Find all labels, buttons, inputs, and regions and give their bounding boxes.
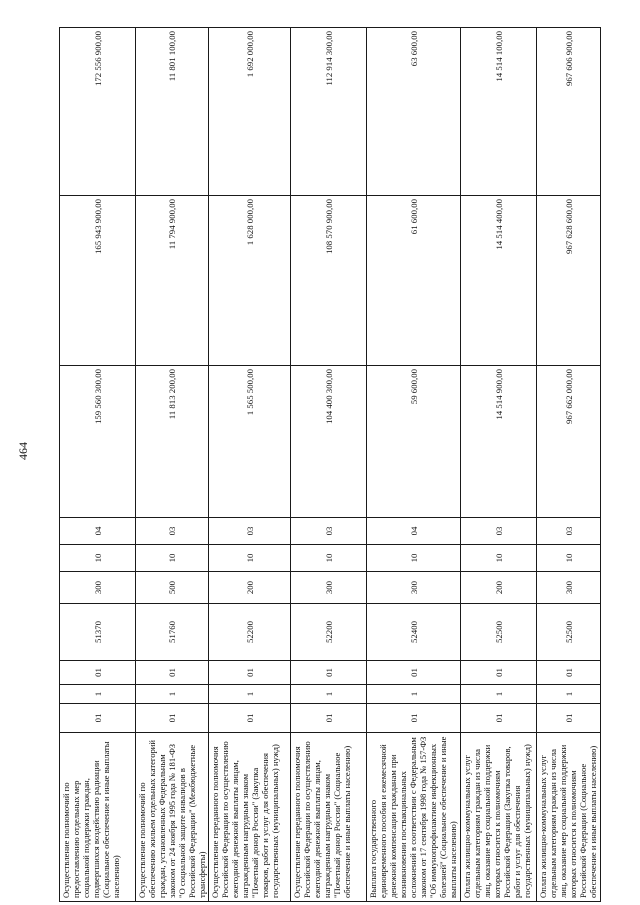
table-row — [209, 28, 291, 902]
subprogram-code: 1 — [537, 685, 601, 704]
amount-year-2: 1 628 000,00 — [209, 196, 291, 366]
amount-year-2: 967 628 600,00 — [537, 196, 601, 366]
direction-code: 52500 — [461, 604, 537, 661]
direction-code: 52200 — [209, 604, 291, 661]
program-code: 01 — [537, 704, 601, 733]
expense-type-code: 300 — [367, 572, 461, 604]
program-code: 01 — [291, 704, 367, 733]
event-code: 01 — [209, 661, 291, 685]
expense-type-code: 200 — [209, 572, 291, 604]
direction-code: 52500 — [537, 604, 601, 661]
event-code: 01 — [136, 661, 209, 685]
amount-year-1: 967 662 000,00 — [537, 366, 601, 518]
amount-year-3: 14 514 100,00 — [461, 28, 537, 196]
amount-year-3: 1 692 000,00 — [209, 28, 291, 196]
amount-year-2: 14 514 400,00 — [461, 196, 537, 366]
direction-code: 51760 — [136, 604, 209, 661]
program-code: 01 — [461, 704, 537, 733]
expense-name: Выплата государственного единовременного пособия и ежемесячной денежной компенсации гражданам при возникновении поствакцинальных осложнений в соответствии с Федеральным законом от 17 сентября 1998 года № 157-ФЗ "Об иммунопрофилактике инфекционных болезней" (Социальное обеспечение и иные выплаты населению) — [367, 733, 461, 902]
table-row — [537, 28, 601, 902]
section-code: 10 — [291, 545, 367, 572]
table-row — [461, 28, 537, 902]
subsection-code: 04 — [60, 518, 136, 545]
subsection-code: 03 — [209, 518, 291, 545]
amount-year-1: 59 600,00 — [367, 366, 461, 518]
subprogram-code: 1 — [136, 685, 209, 704]
amount-year-1: 1 565 500,00 — [209, 366, 291, 518]
expense-name: Осуществление переданного полномочия Российской Федерации по осуществлению ежегодной денежной выплаты лицам, награжденным нагрудным знаком "Почетный донор России" (Социальное обеспечение и иные выплаты населению) — [291, 733, 367, 902]
expense-name: Осуществление переданного полномочия Российской Федерации по осуществлению ежегодной денежной выплаты лицам, награжденным нагрудным знаком "Почетный донор России" (Закупка товаров, работ и услуг для обеспечения государственных (муниципальных) нужд) — [209, 733, 291, 902]
amount-year-1: 104 400 300,00 — [291, 366, 367, 518]
amount-year-2: 61 600,00 — [367, 196, 461, 366]
amount-year-3: 967 606 900,00 — [537, 28, 601, 196]
page-number: 464 — [16, 442, 30, 460]
section-code: 10 — [537, 545, 601, 572]
subprogram-code: 1 — [461, 685, 537, 704]
section-code: 10 — [367, 545, 461, 572]
amount-year-2: 11 794 900,00 — [136, 196, 209, 366]
event-code: 01 — [60, 661, 136, 685]
section-code: 10 — [60, 545, 136, 572]
subsection-code: 03 — [537, 518, 601, 545]
amount-year-1: 11 813 200,00 — [136, 366, 209, 518]
event-code: 01 — [367, 661, 461, 685]
expense-type-code: 500 — [136, 572, 209, 604]
expense-type-code: 300 — [60, 572, 136, 604]
expense-name: Осуществление полномочий по предоставлению отдельных мер социальной поддержки граждан, подвергшихся воздействию радиации (Социальное обеспечение и иные выплаты населению) — [60, 733, 136, 902]
expense-type-code: 200 — [461, 572, 537, 604]
subsection-code: 03 — [461, 518, 537, 545]
section-code: 10 — [209, 545, 291, 572]
subsection-code: 03 — [291, 518, 367, 545]
subprogram-code: 1 — [291, 685, 367, 704]
event-code: 01 — [291, 661, 367, 685]
amount-year-2: 108 570 900,00 — [291, 196, 367, 366]
subsection-code: 03 — [136, 518, 209, 545]
amount-year-3: 63 600,00 — [367, 28, 461, 196]
amount-year-3: 172 556 900,00 — [60, 28, 136, 196]
subprogram-code: 1 — [367, 685, 461, 704]
budget-allocation-table — [59, 27, 601, 902]
direction-code: 52200 — [291, 604, 367, 661]
table-row — [136, 28, 209, 902]
table-row — [291, 28, 367, 902]
expense-name: Осуществление полномочий по обеспечению жильем отдельных категорий граждан, установленных Федеральным законом от 24 ноября 1995 года № 181-ФЗ "О социальной защите инвалидов в Российской Федерации" (Межбюджетные трансферты) — [136, 733, 209, 902]
amount-year-3: 112 914 300,00 — [291, 28, 367, 196]
subprogram-code: 1 — [209, 685, 291, 704]
table-row — [60, 28, 136, 902]
section-code: 10 — [461, 545, 537, 572]
program-code: 01 — [209, 704, 291, 733]
subprogram-code: 1 — [60, 685, 136, 704]
amount-year-1: 159 560 300,00 — [60, 366, 136, 518]
table-row — [367, 28, 461, 902]
direction-code: 51370 — [60, 604, 136, 661]
expense-name: Оплата жилищно-коммунальных услуг отдельным категориям граждан из числа лиц, оказание мер социальной поддержки которых относится к полномочиям Российской Федерации (Социальное обеспечение и иные выплаты населению) — [537, 733, 601, 902]
section-code: 10 — [136, 545, 209, 572]
program-code: 01 — [60, 704, 136, 733]
event-code: 01 — [537, 661, 601, 685]
expense-type-code: 300 — [537, 572, 601, 604]
direction-code: 52400 — [367, 604, 461, 661]
event-code: 01 — [461, 661, 537, 685]
expense-name: Оплата жилищно-коммунальных услуг отдельным категориям граждан из числа лиц, оказание мер социальной поддержки которых относится к полномочиям Российской Федерации (Закупка товаров, работ и услуг для обеспечения государственных (муниципальных) нужд) — [461, 733, 537, 902]
expense-type-code: 300 — [291, 572, 367, 604]
program-code: 01 — [136, 704, 209, 733]
amount-year-2: 165 943 900,00 — [60, 196, 136, 366]
amount-year-1: 14 514 900,00 — [461, 366, 537, 518]
amount-year-3: 11 801 100,00 — [136, 28, 209, 196]
program-code: 01 — [367, 704, 461, 733]
subsection-code: 04 — [367, 518, 461, 545]
